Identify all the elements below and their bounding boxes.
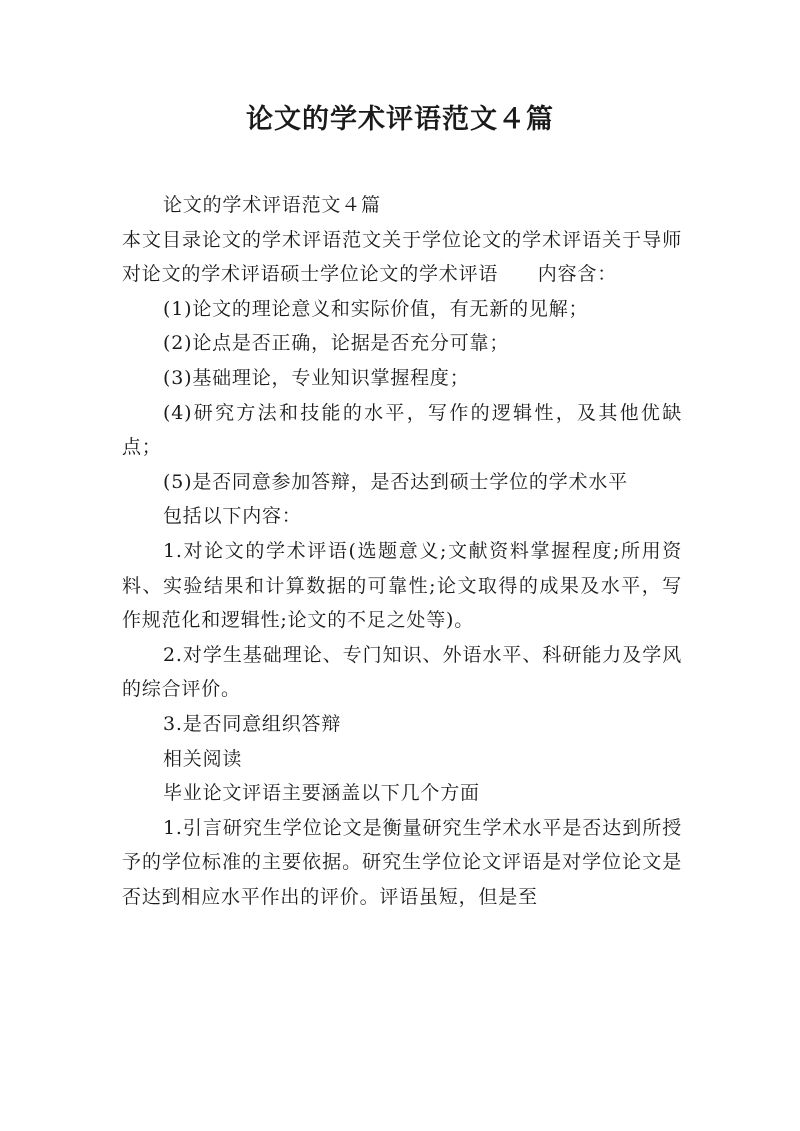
paragraph: (1)论文的理论意义和实际价值，有无新的见解；	[163, 297, 589, 320]
paragraph: (2)论点是否正确，论据是否充分可靠；	[163, 332, 510, 355]
paragraph: (5)是否同意参加答辩，是否达到硕士学位的学术水平	[163, 470, 628, 493]
paragraph: 论文的学术评语范文４篇	[163, 194, 381, 216]
paragraph: (3)基础理论，专业知识掌握程度；	[163, 366, 470, 389]
paragraph: 包括以下内容：	[163, 505, 302, 528]
paragraph: (4)研究方法和技能的水平，写作的逻辑性，及其他优缺点；	[122, 401, 682, 459]
paragraph: 本文目录论文的学术评语范文关于学位论文的学术评语关于导师对论文的学术评语硕士学位论文的学术评语 内容含：	[122, 228, 682, 286]
document-body	[122, 188, 682, 914]
paragraph: 1.对论文的学术评语(选题意义;文献资料掌握程度;所用资料、实验结果和计算数据的可靠性;论文取得的成果及水平，写作规范化和逻辑性;论文的不足之处等)。	[122, 539, 682, 632]
paragraph: 相关阅读	[163, 747, 243, 770]
paragraph: 1.引言研究生学位论文是衡量研究生学术水平是否达到所授予的学位标准的主要依据。研究生学位论文评语是对学位论文是否达到相应水平作出的评价。评语虽短，但是至	[122, 816, 682, 908]
paragraph: 2.对学生基础理论、专门知识、外语水平、科研能力及学风的综合评价。	[122, 643, 682, 701]
document-title: 论文的学术评语范文４篇	[246, 104, 554, 135]
paragraph: 毕业论文评语主要涵盖以下几个方面	[163, 782, 480, 805]
paragraph: 3.是否同意组织答辩	[163, 712, 342, 735]
